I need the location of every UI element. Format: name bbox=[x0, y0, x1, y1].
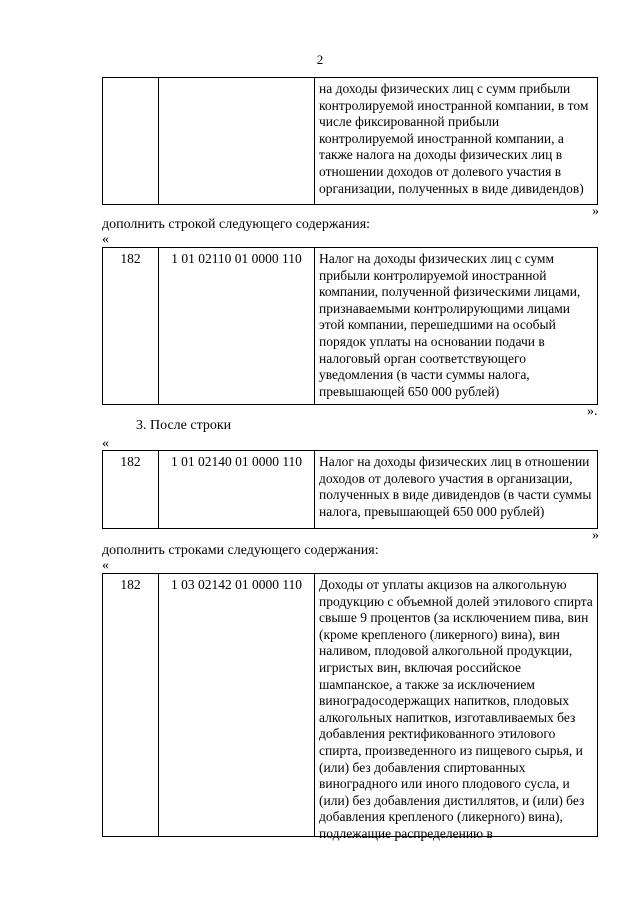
table-row-new bbox=[102, 247, 598, 405]
table-row-reference bbox=[102, 450, 598, 529]
code-cell: 182 bbox=[103, 574, 159, 836]
closing-quote: » bbox=[592, 528, 599, 543]
description-cell: Налог на доходы физических лиц в отношении доходов от долевого участия в организации, полученных в виде дивидендов (в части суммы налога, превышающей 650 000 рублей) bbox=[319, 454, 592, 519]
description-cell: Налог на доходы физических лиц с сумм прибыли контролируемой иностранной компании, полученной физическими лицами, признаваемыми контролирующими лицами этой компании, перешедшими на особый порядок уплаты на основании подачи в налоговый орган соответствующего уведомления (в части суммы налога, превышающей 650 000 рублей) bbox=[319, 251, 581, 399]
instruction-text: дополнить строкой следующего содержания: bbox=[102, 217, 371, 232]
kbk-cell bbox=[159, 78, 315, 204]
description-cell: на доходы физических лиц с сумм прибыли контролируемой иностранной компании, в том числе фиксированной прибыли контролируемой иностранной компании, а также налога на доходы физических лиц в отношении доходов от долевого участия в организации, полученных в виде дивидендов) bbox=[319, 81, 589, 196]
opening-quote: « bbox=[102, 232, 109, 247]
table-row-new bbox=[102, 573, 598, 841]
table-row-continuation bbox=[102, 77, 598, 205]
item-heading: 3. После строки bbox=[136, 418, 232, 433]
code-cell bbox=[103, 78, 159, 204]
kbk-cell: 1 01 02140 01 0000 110 bbox=[159, 451, 315, 528]
opening-quote: « bbox=[102, 558, 109, 573]
instruction-text: дополнить строками следующего содержания: bbox=[102, 543, 379, 558]
opening-quote: « bbox=[102, 436, 109, 451]
closing-quote: ». bbox=[587, 404, 598, 419]
kbk-cell: 1 03 02142 01 0000 110 bbox=[159, 574, 315, 836]
code-cell: 182 bbox=[103, 248, 159, 404]
closing-quote: » bbox=[592, 204, 599, 219]
code-cell: 182 bbox=[103, 451, 159, 528]
page-number: 2 bbox=[316, 52, 324, 67]
description-cell: Доходы от уплаты акцизов на алкогольную продукцию с объемной долей этилового спирта свыше 9 процентов (за исключением пива, вин (кроме крепленого (ликерного) вина), вин наливом, плодовой алкогольной продукции, игристых вин, включая российское шампанское, а также за исключением виноградосодержащих напитков, плодовых алкогольных напитков, изготавливаемых без добавления ректификованного этилового спирта, произведенного из пищевого сырья, и (или) без добавления спиртованных виноградного или иного плодового сусла, и (или) без добавления дистиллятов, и (или) без добавления крепленого (ликерного) вина), подлежащие распределению в bbox=[319, 577, 593, 841]
kbk-cell: 1 01 02110 01 0000 110 bbox=[159, 248, 315, 404]
